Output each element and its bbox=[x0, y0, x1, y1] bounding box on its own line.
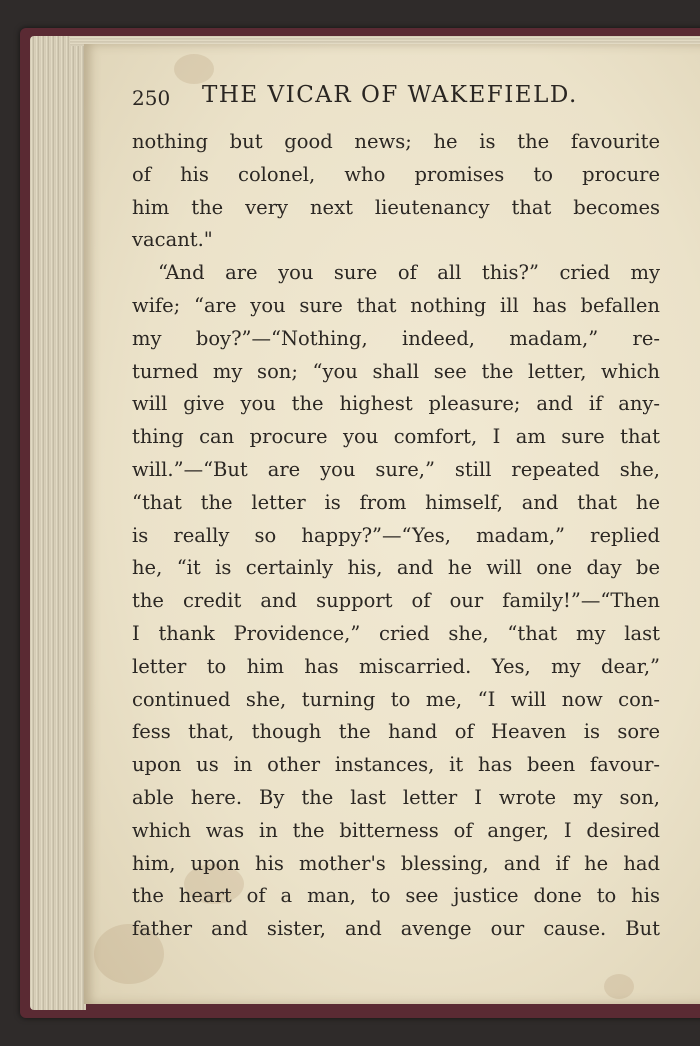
text-line: my boy?”—“Nothing, indeed, madam,” re- bbox=[132, 326, 660, 350]
text-line: him, upon his mother's blessing, and if he had bbox=[132, 851, 660, 875]
text-line: the credit and support of our family!”—“Then bbox=[132, 589, 660, 613]
text-line: fess that, though the hand of Heaven is sore bbox=[132, 720, 660, 744]
text-line: which was in the bitterness of anger, I desired bbox=[132, 818, 660, 842]
text-line: vacant." bbox=[132, 228, 213, 252]
page-stain bbox=[604, 974, 634, 999]
page-number: 250 bbox=[132, 86, 171, 110]
text-line: father and sister, and avenge our cause. But bbox=[132, 917, 660, 941]
text-line: upon us in other instances, it has been favour- bbox=[132, 753, 660, 777]
text-line: him the very next lieutenancy that becomes bbox=[132, 195, 660, 219]
text-line: able here. By the last letter I wrote my son, bbox=[132, 785, 660, 809]
text-line: of his colonel, who promises to procure bbox=[132, 162, 660, 186]
page-stain bbox=[174, 54, 214, 84]
text-line: I thank Providence,” cried she, “that my last bbox=[132, 621, 660, 645]
text-line: is really so happy?”—“Yes, madam,” replied bbox=[132, 523, 660, 547]
text-line: the heart of a man, to see justice done to his bbox=[132, 884, 660, 908]
page-header bbox=[132, 82, 612, 112]
text-line: wife; “are you sure that nothing ill has befallen bbox=[132, 293, 660, 317]
text-line: thing can procure you comfort, I am sure that bbox=[132, 425, 660, 449]
text-line: will give you the highest pleasure; and if any- bbox=[132, 392, 660, 416]
text-line: letter to him has miscarried. Yes, my dear,” bbox=[132, 654, 660, 678]
text-line: nothing but good news; he is the favourite bbox=[132, 130, 660, 153]
text-line: “that the letter is from himself, and that he bbox=[132, 490, 660, 514]
page-edges bbox=[30, 36, 86, 1010]
text-line: continued she, turning to me, “I will now con- bbox=[132, 687, 660, 711]
text-line: he, “it is certainly his, and he will one day be bbox=[132, 556, 660, 580]
running-title: THE VICAR OF WAKEFIELD. bbox=[202, 82, 578, 108]
text-line: turned my son; “you shall see the letter, which bbox=[132, 359, 660, 383]
text-line: “And are you sure of all this?” cried my bbox=[158, 261, 660, 285]
body-text bbox=[132, 126, 660, 946]
text-line: will.”—“But are you sure,” still repeated she, bbox=[132, 457, 660, 481]
